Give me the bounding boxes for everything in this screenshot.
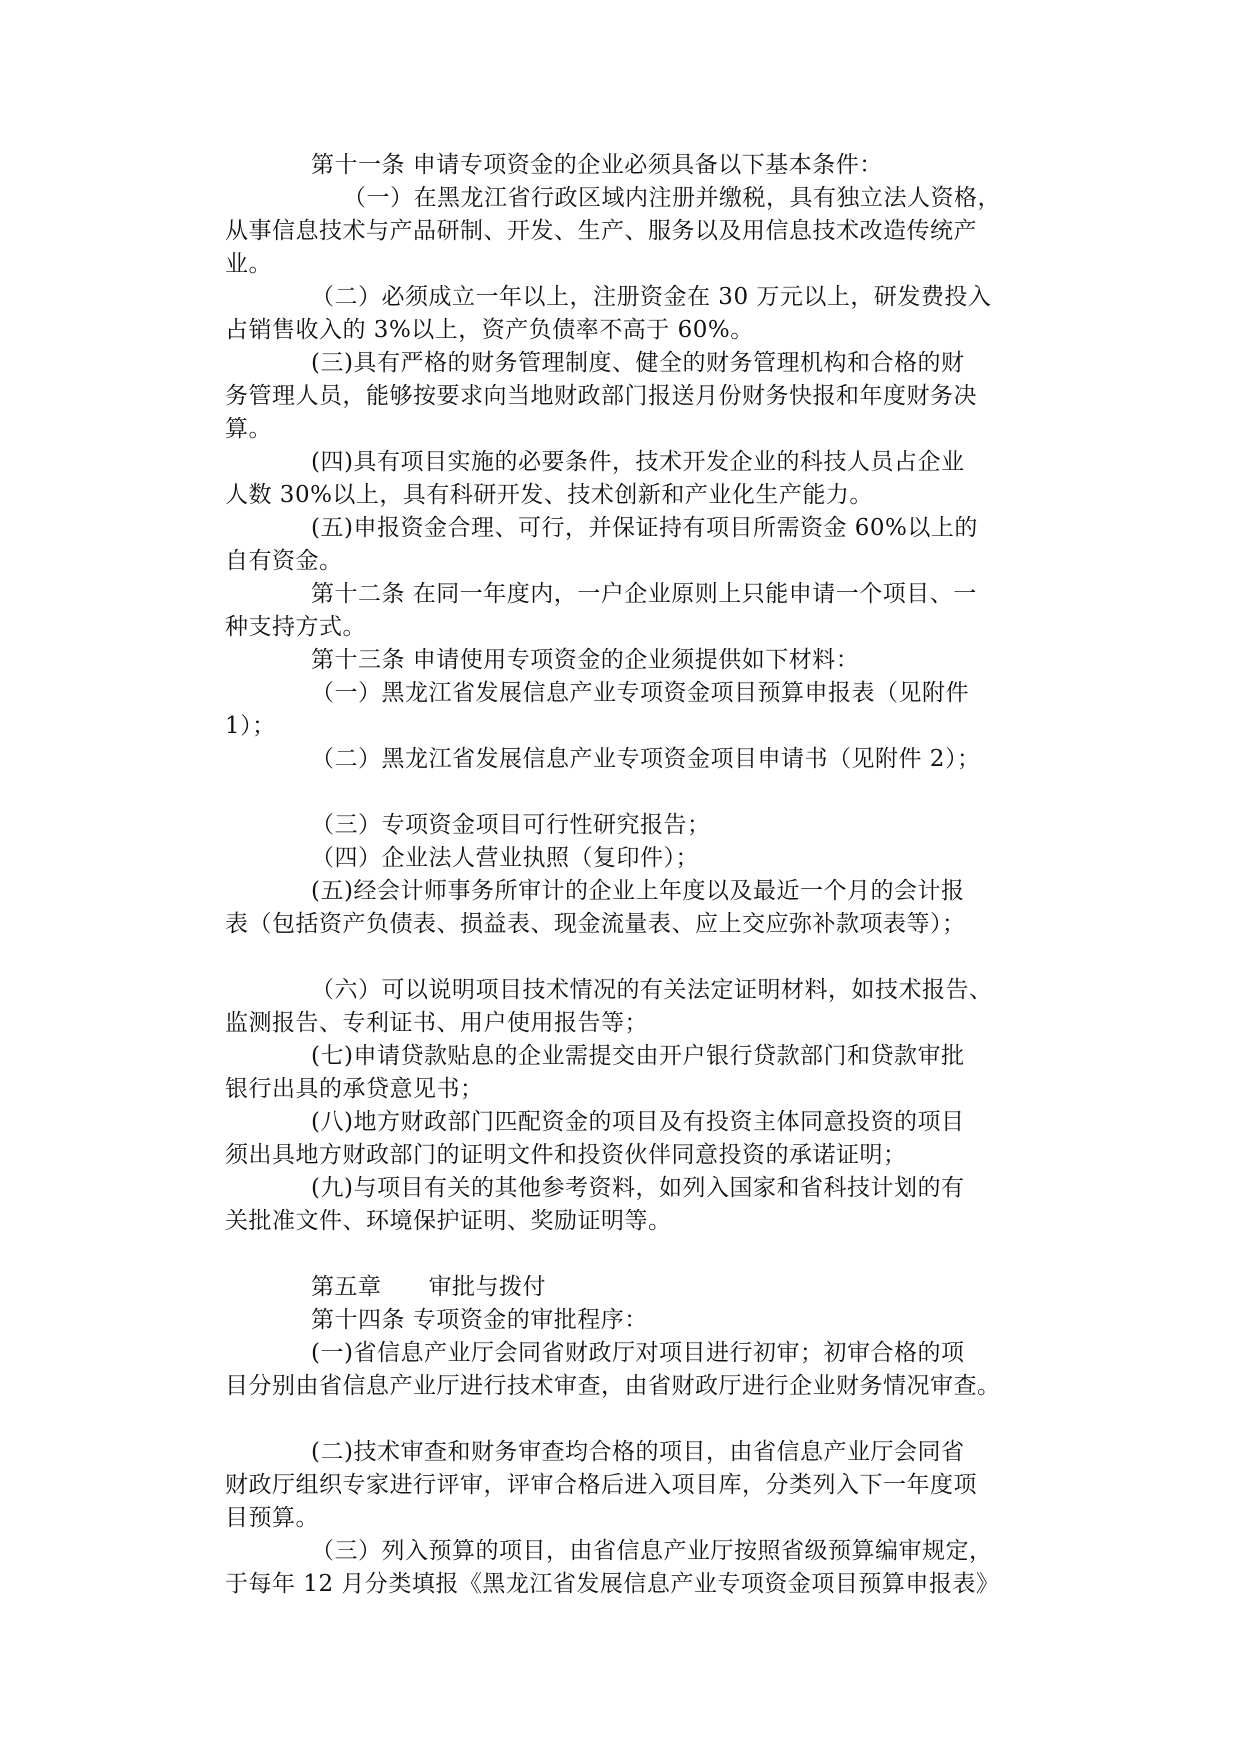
text-line: 算。 xyxy=(225,416,272,442)
text-line: 1）； xyxy=(225,713,276,739)
text-line: 自有资金。 xyxy=(225,548,343,574)
text-line: 须出具地方财政部门的证明文件和投资伙伴同意投资的承诺证明； xyxy=(225,1142,907,1168)
text-line: (五)经会计师事务所审计的企业上年度以及最近一个月的会计报 xyxy=(311,878,965,904)
text-line: （三）列入预算的项目，由省信息产业厅按照省级预算编审规定， xyxy=(311,1538,993,1564)
text-line: 财政厅组织专家进行评审，评审合格后进入项目库，分类列入下一年度项 xyxy=(225,1472,977,1498)
chapter-heading: 第五章 审批与拨付 xyxy=(311,1274,546,1300)
text-line: 从事信息技术与产品研制、开发、生产、服务以及用信息技术改造传统产 xyxy=(225,218,977,244)
text-line: 银行出具的承贷意见书； xyxy=(225,1076,484,1102)
text-line: （一）黑龙江省发展信息产业专项资金项目预算申报表（见附件 xyxy=(311,680,969,706)
text-line: (五)申报资金合理、可行，并保证持有项目所需资金 60%以上的 xyxy=(311,515,978,541)
text-line: 人数 30%以上，具有科研开发、技术创新和产业化生产能力。 xyxy=(225,482,873,508)
text-line: (二)技术审查和财务审查均合格的项目，由省信息产业厅会同省 xyxy=(311,1439,965,1465)
text-line: （一）在黑龙江省行政区域内注册并缴税，具有独立法人资格， xyxy=(343,185,1001,211)
text-line: （四）企业法人营业执照（复印件）； xyxy=(311,845,699,871)
text-line: （二）必须成立一年以上，注册资金在 30 万元以上，研发费投入 xyxy=(311,284,992,310)
text-line: (一)省信息产业厅会同省财政厅对项目进行初审；初审合格的项 xyxy=(311,1340,965,1366)
text-line: 第十三条 申请使用专项资金的企业须提供如下材料： xyxy=(311,647,860,673)
text-line: 占销售收入的 3%以上，资产负债率不高于 60%。 xyxy=(225,317,754,343)
text-line: 于每年 12 月分类填报《黑龙江省发展信息产业专项资金项目预算申报表》 xyxy=(225,1571,1000,1597)
text-line: 务管理人员，能够按要求向当地财政部门报送月份财务快报和年度财务决 xyxy=(225,383,977,409)
text-line: 目分别由省信息产业厅进行技术审查，由省财政厅进行企业财务情况审查。 xyxy=(225,1373,1001,1399)
text-line: 第十一条 申请专项资金的企业必须具备以下基本条件： xyxy=(311,152,883,178)
text-line: (七)申请贷款贴息的企业需提交由开户银行贷款部门和贷款审批 xyxy=(311,1043,965,1069)
text-line: 表（包括资产负债表、损益表、现金流量表、应上交应弥补款项表等）； xyxy=(225,911,966,937)
text-line: (九)与项目有关的其他参考资料，如列入国家和省科技计划的有 xyxy=(311,1175,965,1201)
text-line: 第十二条 在同一年度内，一户企业原则上只能申请一个项目、一 xyxy=(311,581,977,607)
text-line: 种支持方式。 xyxy=(225,614,366,640)
text-line: (四)具有项目实施的必要条件，技术开发企业的科技人员占企业 xyxy=(311,449,965,475)
text-line: (三)具有严格的财务管理制度、健全的财务管理机构和合格的财 xyxy=(311,350,965,376)
text-line: 关批准文件、环境保护证明、奖励证明等。 xyxy=(225,1208,672,1234)
text-line: （二）黑龙江省发展信息产业专项资金项目申请书（见附件 2）； xyxy=(311,746,981,772)
text-line: 业。 xyxy=(225,251,272,277)
text-line: 监测报告、专利证书、用户使用报告等； xyxy=(225,1010,648,1036)
text-line: （六）可以说明项目技术情况的有关法定证明材料，如技术报告、 xyxy=(311,977,993,1003)
text-line: 目预算。 xyxy=(225,1505,319,1531)
text-line: 第十四条 专项资金的审批程序： xyxy=(311,1307,648,1333)
text-line: (八)地方财政部门匹配资金的项目及有投资主体同意投资的项目 xyxy=(311,1109,965,1135)
text-line: （三）专项资金项目可行性研究报告； xyxy=(311,812,711,838)
